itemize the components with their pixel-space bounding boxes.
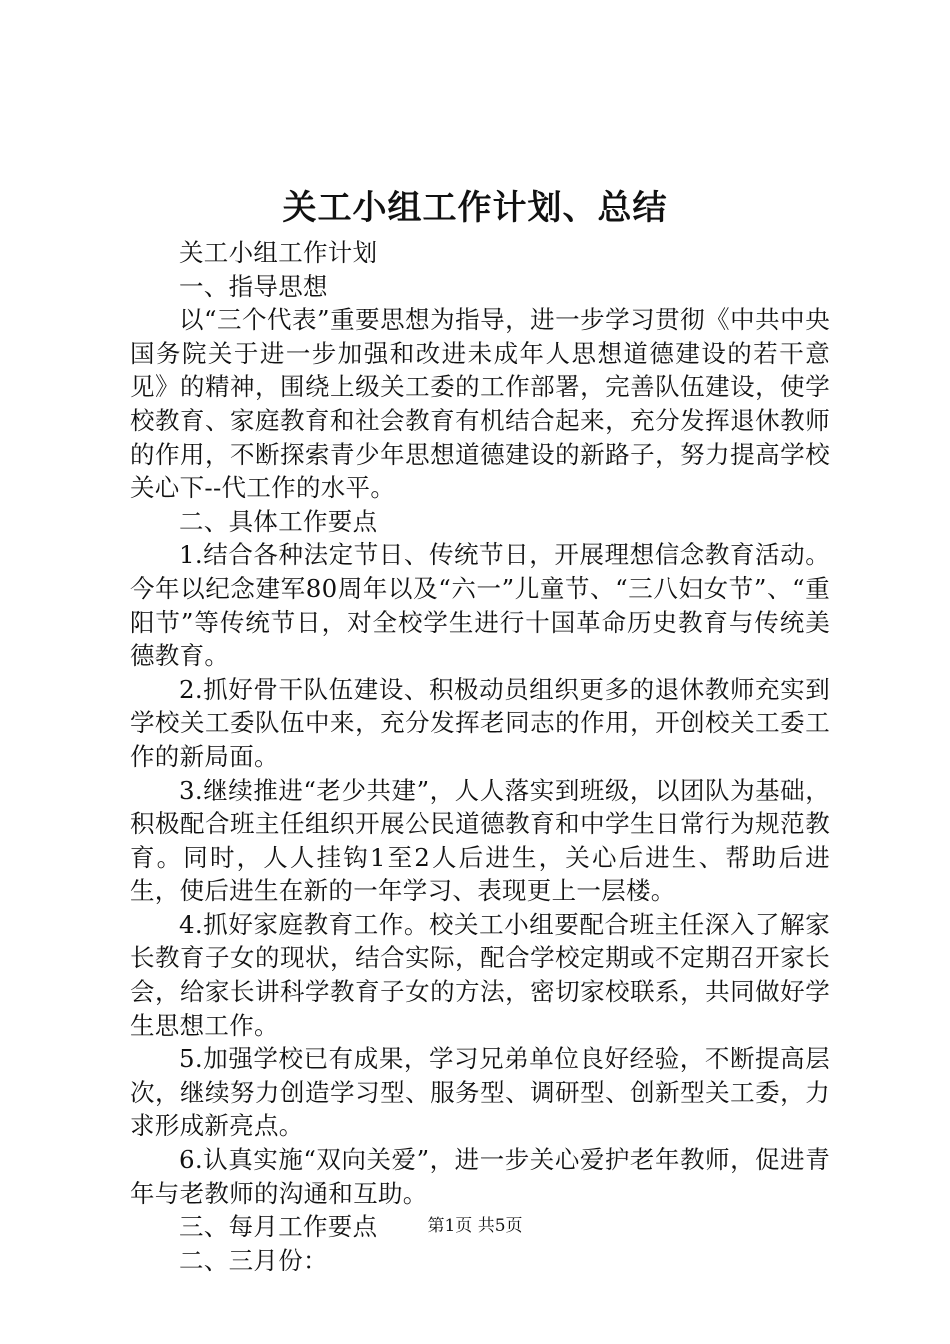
paragraph-item-6: 6.认真实施“双向关爱”，进一步关心爱护老年教师，促进青年与老教师的沟通和互助。: [130, 1145, 830, 1208]
paragraph-item-2: 2.抓好骨干队伍建设、积极动员组织更多的退休教师充实到学校关工委队伍中来，充分发挥老同志的作用，开创校关工委工作的新局面。: [130, 674, 830, 771]
paragraph-guiding-ideology: 以“三个代表”重要思想为指导，进一步学习贯彻《中共中央国务院关于进一步加强和改进未成年人思想道德建设的若干意见》的精神，围绕上级关工委的工作部署，完善队伍建设，使学校教育、家庭教育和社会教育有机结合起来，充分发挥退休教师的作用，不断探索青少年思想道德建设的新路子，努力提高学校关心下--代工作的水平。: [130, 305, 830, 503]
paragraph-section-1-heading: 一、指导思想: [179, 271, 328, 301]
paragraph-item-5: 5.加强学校已有成果，学习兄弟单位良好经验，不断提高层次，继续努力创造学习型、服务型、调研型、创新型关工委，力求形成新亮点。: [130, 1044, 830, 1141]
paragraph-plan-heading: 关工小组工作计划: [179, 238, 378, 267]
paragraph-section-3-heading: 三、每月工作要点: [179, 1212, 378, 1242]
paragraph-item-4: 4.抓好家庭教育工作。校关工小组要配合班主任深入了解家长教育子女的现状，结合实际，配合学校定期或不定期召开家长会，给家长讲科学教育子女的方法，密切家校联系，共同做好学生思想工作。: [130, 909, 830, 1040]
document-title: 关工小组工作计划、总结: [282, 188, 668, 228]
paragraph-section-2-heading: 二、具体工作要点: [179, 506, 378, 536]
document-body: [130, 236, 830, 1277]
page-footer: 第1页 共5页: [427, 1216, 523, 1236]
paragraph-item-1: 1.结合各种法定节日、传统节日，开展理想信念教育活动。今年以纪念建军80周年以及“六一”儿童节、“三八妇女节”、“重阳节”等传统节日，对全校学生进行十国革命历史教育与传统美德教育。: [130, 540, 830, 671]
paragraph-item-3: 3.继续推进“老少共建”，人人落实到班级，以团队为基础，积极配合班主任组织开展公民道德教育和中学生日常行为规范教育。同时，人人挂钩1至2人后进生，关心后进生、帮助后进生，使后进生在新的一年学习、表现更上一层楼。: [130, 775, 830, 906]
paragraph-month-heading: 二、三月份：: [179, 1245, 328, 1275]
